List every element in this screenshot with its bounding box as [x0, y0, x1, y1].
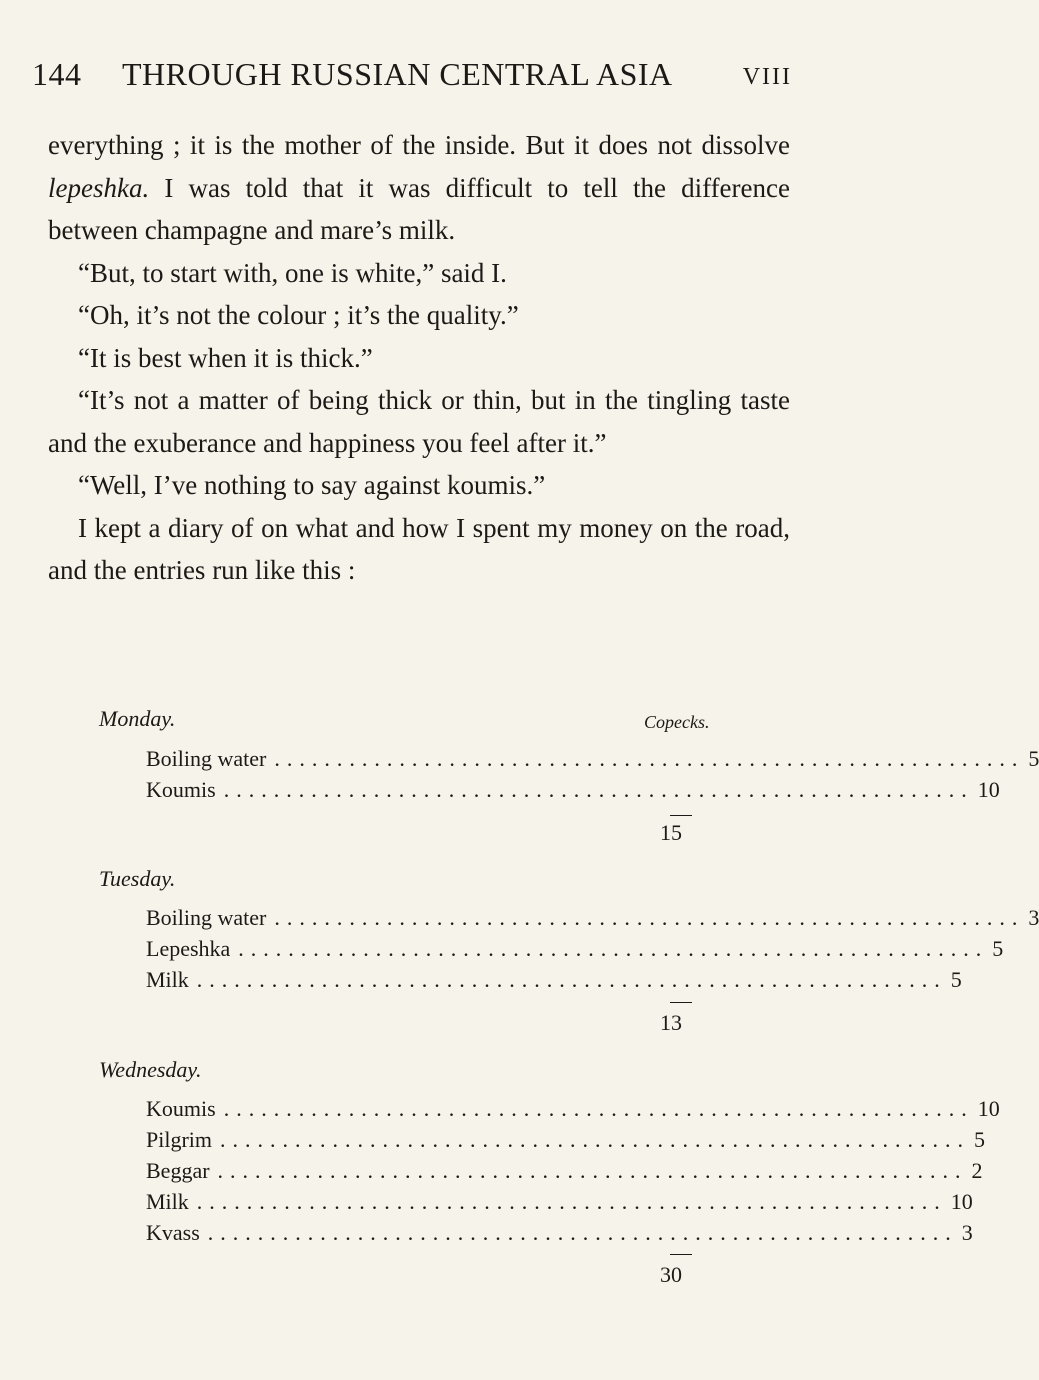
page-number: 144 [32, 56, 82, 92]
item-label: Beggar [146, 1158, 210, 1183]
item-amount: 10 [950, 1189, 973, 1214]
text-run: I was told that it was difficult to tell the difference between champagne and mare’s milk. [48, 172, 790, 245]
item-label: Lepeshka [146, 936, 231, 961]
item-label: Kvass [146, 1220, 200, 1245]
expense-row [146, 1189, 973, 1219]
dot-leader: ............................................................ [196, 967, 947, 992]
italic-text: lepeshka. [48, 172, 150, 203]
expense-row [146, 1127, 986, 1157]
expense-row [146, 905, 1039, 935]
day-total: 15 [660, 820, 682, 845]
dot-leader: ............................................................ [223, 777, 974, 802]
day-heading: Wednesday. [99, 1057, 202, 1082]
column-header: Copecks. [644, 712, 710, 732]
item-amount: 3 [961, 1220, 973, 1245]
dot-leader: ............................................................ [274, 746, 1025, 771]
expense-row [146, 746, 1039, 776]
dot-leader: ............................................................ [220, 1127, 971, 1152]
text-run: I kept a diary of on what and how I spent my money on the road, and the entries run like this : [48, 512, 790, 585]
day-heading: Tuesday. [99, 866, 176, 891]
dot-leader: ............................................................ [207, 1220, 958, 1245]
item-label: Milk [146, 967, 189, 992]
expense-row [146, 1158, 983, 1188]
item-amount: 5 [974, 1127, 986, 1152]
expense-row [146, 936, 1004, 966]
total-rule [670, 815, 692, 816]
dot-leader: ............................................................ [223, 1096, 974, 1121]
dot-leader: ............................................................ [217, 1158, 968, 1183]
item-amount: 2 [971, 1158, 983, 1183]
item-label: Koumis [146, 1096, 216, 1121]
item-amount: 10 [977, 1096, 1000, 1121]
expense-row [146, 1096, 1000, 1126]
item-amount: 10 [977, 777, 1000, 802]
item-label: Boiling water [146, 905, 267, 930]
text-run: “It is best when it is thick.” [78, 342, 373, 373]
text-run: everything ; it is the mother of the inside. But it does not dissolve [48, 130, 790, 160]
dot-leader: ............................................................ [274, 905, 1025, 930]
text-run: “Well, I’ve nothing to say against koumis.” [78, 470, 546, 500]
item-label: Milk [146, 1189, 189, 1214]
total-rule [670, 1002, 692, 1003]
item-amount: 5 [950, 967, 962, 992]
item-amount: 5 [1028, 746, 1039, 771]
dot-leader: ............................................................ [196, 1189, 947, 1214]
text-run: “Oh, it’s not the colour ; it’s the quality.” [78, 300, 519, 330]
running-title: THROUGH RUSSIAN CENTRAL ASIA [122, 56, 673, 92]
expense-row [146, 777, 1000, 807]
item-label: Boiling water [146, 746, 267, 771]
item-amount: 3 [1028, 905, 1039, 930]
text-run: “But, to start with, one is white,” said I. [78, 257, 507, 288]
item-amount: 5 [992, 936, 1004, 961]
day-total: 13 [660, 1010, 682, 1035]
total-rule [670, 1254, 692, 1255]
dot-leader: ............................................................ [238, 936, 989, 961]
item-label: Pilgrim [146, 1127, 213, 1152]
expense-row [146, 967, 962, 997]
day-heading: Monday. [99, 706, 176, 731]
text-run: “It’s not a matter of being thick or thin, but in the tingling taste and the exuberance and happiness you feel after it.” [48, 385, 790, 458]
item-label: Koumis [146, 777, 216, 802]
day-total: 30 [660, 1262, 682, 1287]
expense-row [146, 1220, 973, 1250]
chapter-number: VIII [742, 64, 792, 90]
